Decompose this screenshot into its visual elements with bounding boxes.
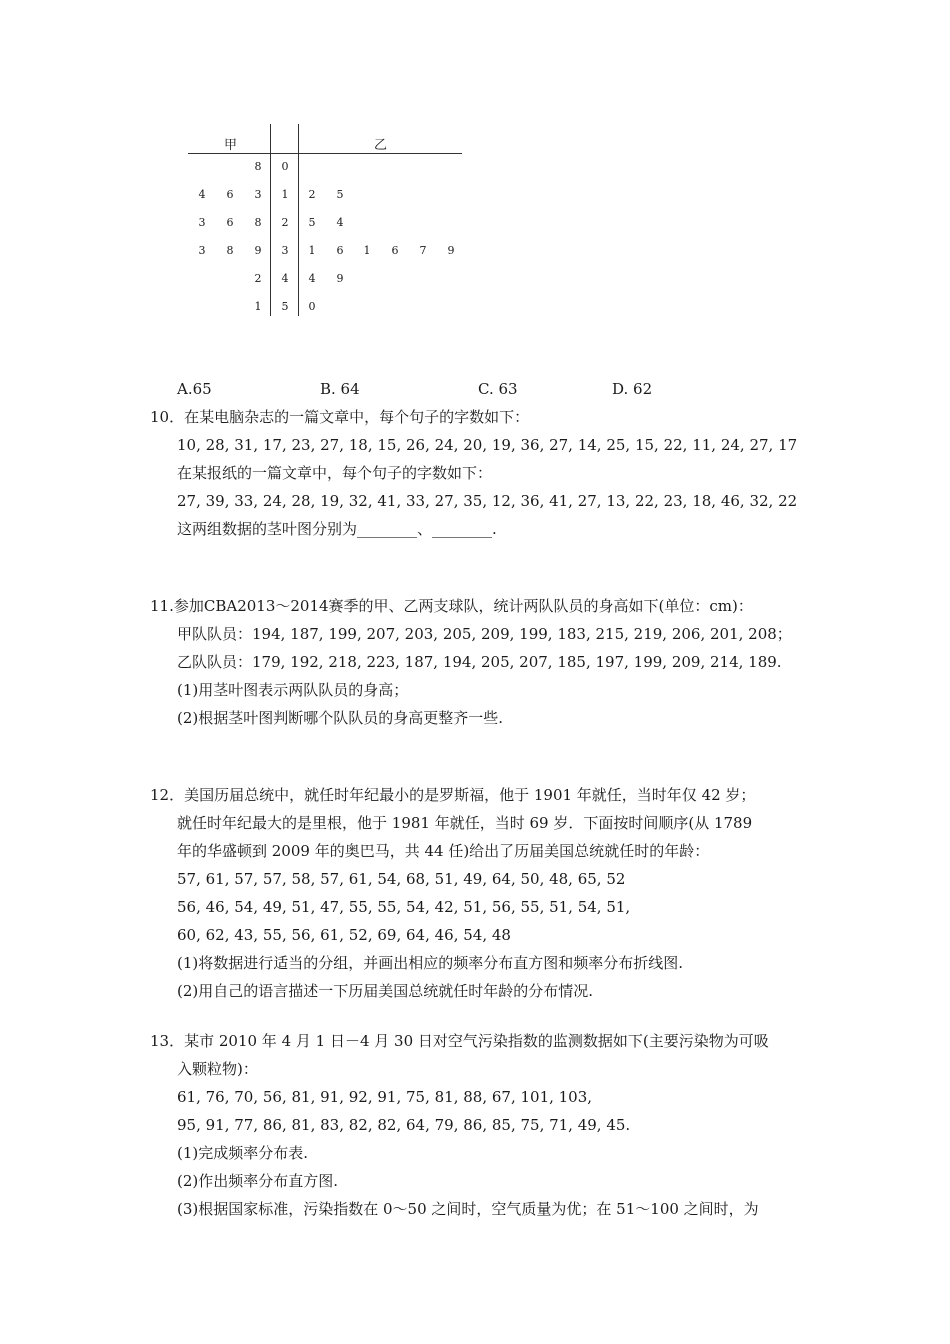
leaf-left: 8: [254, 216, 262, 229]
option-a: A.65: [177, 380, 212, 398]
leaf-left: 3: [254, 188, 262, 201]
q13-data-2: 95, 91, 77, 86, 81, 83, 82, 82, 64, 79, 86, 85, 75, 71, 49, 45.: [177, 1116, 631, 1134]
q13-part-3: (3)根据国家标准，污染指数在 0～50 之间时，空气质量为优；在 51～100 之间时，为: [177, 1200, 759, 1218]
stem: 5: [281, 300, 289, 313]
q13-part-2: (2)作出频率分布直方图.: [177, 1172, 339, 1190]
q12-part-1: (1)将数据进行适当的分组，并画出相应的频率分布直方图和频率分布折线图.: [177, 954, 684, 972]
leaf-right: 4: [308, 272, 316, 285]
q10-text-2: 在某报纸的一篇文章中，每个句子的字数如下：: [177, 464, 493, 482]
stem: 3: [281, 244, 289, 257]
leaf-left: 9: [254, 244, 262, 257]
q13-title-cont: 入颗粒物)：: [177, 1060, 258, 1078]
q12-data-3: 60, 62, 43, 55, 56, 61, 52, 69, 64, 46, 54, 48: [177, 926, 511, 944]
leaf-left: 8: [226, 244, 234, 257]
leaf-right: 9: [447, 244, 455, 257]
q12-part-2: (2)用自己的语言描述一下历届美国总统就任时年龄的分布情况.: [177, 982, 594, 1000]
q11-title: 11.参加CBA2013～2014赛季的甲、乙两支球队，统计两队队员的身高如下(单位：cm)：: [150, 597, 753, 615]
right-header: 乙: [374, 138, 388, 153]
leaf-right: 7: [419, 244, 427, 257]
leaf-left: 6: [226, 216, 234, 229]
left-header: 甲: [224, 138, 238, 153]
leaf-left: 2: [254, 272, 262, 285]
q13-data-1: 61, 76, 70, 56, 81, 91, 92, 91, 75, 81, 88, 67, 101, 103,: [177, 1088, 593, 1106]
q13-title: 13．某市 2010 年 4 月 1 日－4 月 30 日对空气污染指数的监测数据如下(主要污染物为可吸: [150, 1032, 769, 1050]
leaf-right: 1: [363, 244, 371, 257]
right-divider: [298, 124, 299, 316]
q11-part-1: (1)用茎叶图表示两队队员的身高；: [177, 681, 409, 699]
q12-title: 12．美国历届总统中，就任时年纪最小的是罗斯福，他于 1901 年就任，当时年仅 42 岁；: [150, 786, 756, 804]
leaf-right: 6: [391, 244, 399, 257]
leaf-right: 1: [308, 244, 316, 257]
leaf-left: 1: [254, 300, 262, 313]
stem: 2: [281, 216, 289, 229]
q11-team-a: 甲队队员：194, 187, 199, 207, 203, 205, 209, 199, 183, 215, 219, 206, 201, 208；: [177, 625, 792, 643]
leaf-right: 5: [308, 216, 316, 229]
q12-text-3: 年的华盛顿到 2009 年的奥巴马，共 44 任)给出了历届美国总统就任时的年龄：: [177, 842, 710, 860]
leaf-right: 6: [336, 244, 344, 257]
leaf-left: 3: [198, 244, 206, 257]
leaf-right: 4: [336, 216, 344, 229]
left-divider: [270, 124, 271, 316]
q10-title: 10．在某电脑杂志的一篇文章中，每个句子的字数如下：: [150, 408, 530, 426]
q10-question: 这两组数据的茎叶图分别为________、________.: [177, 520, 497, 538]
leaf-left: 6: [226, 188, 234, 201]
leaf-right: 0: [308, 300, 316, 313]
q12-text-2: 就任时年纪最大的是里根，他于 1981 年就任，当时 69 岁．下面按时间顺序(从 1789: [177, 814, 753, 832]
q11-part-2: (2)根据茎叶图判断哪个队队员的身高更整齐一些.: [177, 709, 504, 727]
q13-part-1: (1)完成频率分布表.: [177, 1144, 309, 1162]
stem: 0: [281, 160, 289, 173]
leaf-right: 5: [336, 188, 344, 201]
stem: 1: [281, 188, 289, 201]
q12-data-2: 56, 46, 54, 49, 51, 47, 55, 55, 54, 42, 51, 56, 55, 51, 54, 51,: [177, 898, 631, 916]
header-rule: [188, 153, 462, 154]
leaf-right: 2: [308, 188, 316, 201]
q10-data-2: 27, 39, 33, 24, 28, 19, 32, 41, 33, 27, 35, 12, 36, 41, 27, 13, 22, 23, 18, 46, 32, 22: [177, 492, 798, 510]
option-d: D. 62: [612, 380, 653, 398]
q10-data-1: 10, 28, 31, 17, 23, 27, 18, 15, 26, 24, 20, 19, 36, 27, 14, 25, 15, 22, 11, 24, 27, 17: [177, 436, 798, 454]
q12-data-1: 57, 61, 57, 57, 58, 57, 61, 54, 68, 51, 49, 64, 50, 48, 65, 52: [177, 870, 626, 888]
option-c: C. 63: [478, 380, 518, 398]
q11-team-b: 乙队队员：179, 192, 218, 223, 187, 194, 205, 207, 185, 197, 199, 209, 214, 189.: [177, 653, 782, 671]
option-b: B. 64: [320, 380, 360, 398]
leaf-left: 4: [198, 188, 206, 201]
leaf-right: 9: [336, 272, 344, 285]
stem: 4: [281, 272, 289, 285]
leaf-left: 8: [254, 160, 262, 173]
stem-leaf-plot: [188, 124, 464, 324]
leaf-left: 3: [198, 216, 206, 229]
